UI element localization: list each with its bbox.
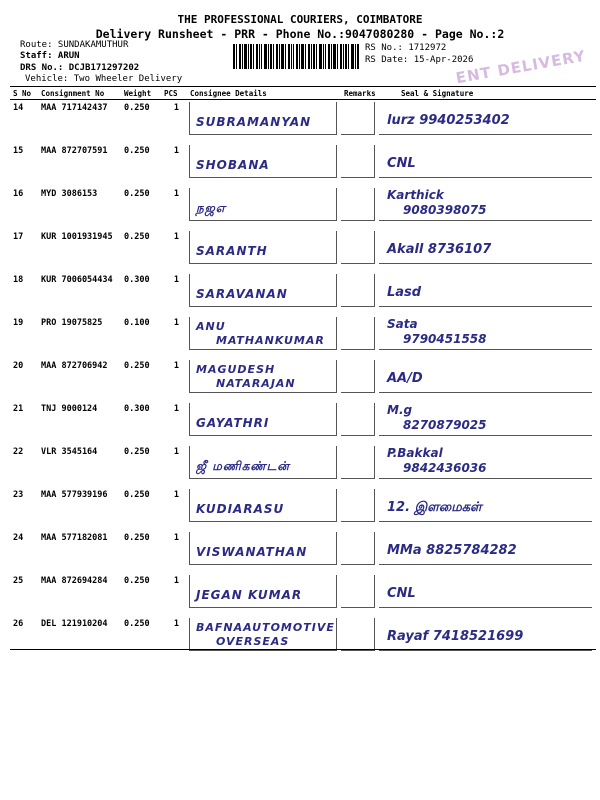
serial-number: 19 — [13, 318, 24, 328]
remarks-cell — [341, 229, 379, 272]
consignee-name: நஜஎ — [196, 201, 227, 215]
consignee-name: ANU MATHANKUMAR — [196, 320, 325, 347]
handwritten-signature: 12. இளமைகள் — [387, 500, 482, 515]
remarks-cell — [341, 143, 379, 186]
consignee-cell — [187, 143, 341, 186]
handwritten-signature: CNL — [387, 156, 416, 171]
col-remarks: Remarks — [341, 87, 379, 100]
remarks-cell — [341, 530, 379, 573]
signature-cell — [379, 272, 596, 315]
consignment-number: MAA 577182081 — [41, 533, 108, 543]
signature-cell — [379, 186, 596, 229]
drs-number: DRS No.: DCJB171297202 — [20, 63, 140, 73]
table-row — [10, 401, 596, 444]
remarks-cell — [341, 616, 379, 659]
table-row — [10, 100, 596, 144]
weight: 0.250 — [124, 533, 150, 543]
consignee-name: SARANTH — [196, 244, 268, 258]
staff-label: Staff: ARUN — [20, 51, 80, 61]
col-consignment: Consignment No — [38, 87, 121, 100]
serial-number: 26 — [13, 619, 24, 629]
vehicle-label: Vehicle: Two Wheeler Delivery — [25, 74, 183, 84]
handwritten-signature: Akall 8736107 — [387, 242, 492, 257]
table-row — [10, 272, 596, 315]
pieces: 1 — [173, 447, 179, 457]
col-pcs: PCS — [161, 87, 187, 100]
serial-number: 14 — [13, 103, 24, 113]
weight: 0.300 — [124, 275, 150, 285]
consignee-cell — [187, 358, 341, 401]
delivery-stamp: ENT DELIVERY — [454, 46, 588, 88]
rs-number: RS No.: 1712972 — [365, 43, 447, 53]
serial-number: 23 — [13, 490, 24, 500]
pieces: 1 — [173, 361, 179, 371]
consignment-number: MYD 3086153 — [41, 189, 98, 199]
signature-cell — [379, 358, 596, 401]
runsheet-table — [10, 86, 596, 659]
handwritten-signature: Lasd — [387, 285, 422, 300]
pieces: 1 — [173, 275, 179, 285]
consignment-number: MAA 717142437 — [41, 103, 108, 113]
consignment-number: MAA 872706942 — [41, 361, 108, 371]
remarks-cell — [341, 186, 379, 229]
consignee-cell — [187, 573, 341, 616]
handwritten-signature: MMa 8825784282 — [387, 543, 517, 558]
consignee-name: KUDIARASU — [196, 502, 285, 516]
remarks-cell — [341, 100, 379, 144]
consignment-number: DEL 121910204 — [41, 619, 108, 629]
weight: 0.250 — [124, 232, 150, 242]
serial-number: 17 — [13, 232, 24, 242]
consignee-name: VISWANATHAN — [196, 545, 308, 559]
remarks-cell — [341, 487, 379, 530]
pieces: 1 — [173, 146, 179, 156]
consignment-number: TNJ 9000124 — [41, 404, 98, 414]
serial-number: 20 — [13, 361, 24, 371]
remarks-cell — [341, 272, 379, 315]
serial-number: 16 — [13, 189, 24, 199]
remarks-cell — [341, 315, 379, 358]
serial-number: 24 — [13, 533, 24, 543]
consignee-name: SARAVANAN — [196, 287, 288, 301]
table-row — [10, 573, 596, 616]
consignee-name: MAGUDESH NATARAJAN — [196, 363, 296, 390]
handwritten-signature: Karthick 9080398075 — [387, 188, 487, 217]
consignment-number: VLR 3545164 — [41, 447, 98, 457]
signature-cell — [379, 100, 596, 144]
signature-cell — [379, 444, 596, 487]
consignment-number: KUR 7006054434 — [41, 275, 113, 285]
consignee-cell — [187, 616, 341, 659]
serial-number: 18 — [13, 275, 24, 285]
weight: 0.100 — [124, 318, 150, 328]
serial-number: 21 — [13, 404, 24, 414]
consignee-name: SUBRAMANYAN — [196, 115, 312, 129]
pieces: 1 — [173, 318, 179, 328]
handwritten-signature: lurz 9940253402 — [387, 113, 510, 128]
serial-number: 15 — [13, 146, 24, 156]
consignee-cell — [187, 315, 341, 358]
weight: 0.250 — [124, 189, 150, 199]
handwritten-signature: Sata 9790451558 — [387, 317, 487, 346]
weight: 0.250 — [124, 361, 150, 371]
weight: 0.250 — [124, 576, 150, 586]
consignee-cell — [187, 272, 341, 315]
col-weight: Weight — [121, 87, 161, 100]
remarks-cell — [341, 444, 379, 487]
rs-date: RS Date: 15-Apr-2026 — [365, 55, 474, 65]
handwritten-signature: AA/D — [387, 371, 423, 386]
pieces: 1 — [173, 619, 179, 629]
weight: 0.250 — [124, 447, 150, 457]
consignee-cell — [187, 186, 341, 229]
table-row — [10, 229, 596, 272]
consignee-name: SHOBANA — [196, 158, 270, 172]
pieces: 1 — [173, 189, 179, 199]
consignee-cell — [187, 401, 341, 444]
pieces: 1 — [173, 576, 179, 586]
consignment-number: MAA 872694284 — [41, 576, 108, 586]
remarks-cell — [341, 358, 379, 401]
handwritten-signature: Rayaf 7418521699 — [387, 629, 524, 644]
consignment-number: PRO 19075825 — [41, 318, 103, 328]
weight: 0.250 — [124, 619, 150, 629]
remarks-cell — [341, 401, 379, 444]
weight: 0.250 — [124, 146, 150, 156]
consignment-number: KUR 1001931945 — [41, 232, 113, 242]
consignee-name: JEGAN KUMAR — [196, 588, 303, 602]
remarks-cell — [341, 573, 379, 616]
signature-cell — [379, 401, 596, 444]
pieces: 1 — [173, 533, 179, 543]
signature-cell — [379, 315, 596, 358]
table-row — [10, 616, 596, 659]
barcode — [233, 44, 359, 69]
table-row — [10, 358, 596, 401]
consignee-name: GAYATHRI — [196, 416, 270, 430]
route-label: Route: SUNDAKAMUTHUR — [20, 40, 129, 50]
handwritten-signature: P.Bakkal 9842436036 — [387, 446, 487, 475]
signature-cell — [379, 229, 596, 272]
signature-cell — [379, 530, 596, 573]
consignment-number: MAA 872707591 — [41, 146, 108, 156]
consignment-number: MAA 577939196 — [41, 490, 108, 500]
pieces: 1 — [173, 490, 179, 500]
table-row — [10, 444, 596, 487]
serial-number: 22 — [13, 447, 24, 457]
consignee-cell — [187, 444, 341, 487]
consignee-name: ஜீ மணிகண்டன் — [196, 459, 290, 473]
signature-cell — [379, 487, 596, 530]
weight: 0.300 — [124, 404, 150, 414]
consignee-cell — [187, 530, 341, 573]
table-bottom-rule — [10, 649, 596, 650]
table-row — [10, 530, 596, 573]
signature-cell — [379, 573, 596, 616]
col-signature: Seal & Signature — [379, 87, 596, 100]
pieces: 1 — [173, 232, 179, 242]
handwritten-signature: M.g 8270879025 — [387, 403, 487, 432]
col-consignee: Consignee Details — [187, 87, 341, 100]
pieces: 1 — [173, 404, 179, 414]
consignee-cell — [187, 100, 341, 144]
consignee-cell — [187, 229, 341, 272]
table-row — [10, 143, 596, 186]
weight: 0.250 — [124, 103, 150, 113]
company-title: THE PROFESSIONAL COURIERS, COIMBATORE — [177, 13, 423, 26]
runsheet-subtitle: Delivery Runsheet - PRR - Phone No.:9047080280 - Page No.:2 — [95, 27, 505, 41]
weight: 0.250 — [124, 490, 150, 500]
col-sno: S No — [10, 87, 38, 100]
handwritten-signature: CNL — [387, 586, 416, 601]
consignee-name: BAFNAAUTOMOTIVE OVERSEAS — [196, 621, 335, 648]
table-row — [10, 487, 596, 530]
table-row — [10, 186, 596, 229]
table-header-row — [10, 87, 596, 100]
signature-cell — [379, 616, 596, 659]
serial-number: 25 — [13, 576, 24, 586]
consignee-cell — [187, 487, 341, 530]
table-row — [10, 315, 596, 358]
pieces: 1 — [173, 103, 179, 113]
signature-cell — [379, 143, 596, 186]
